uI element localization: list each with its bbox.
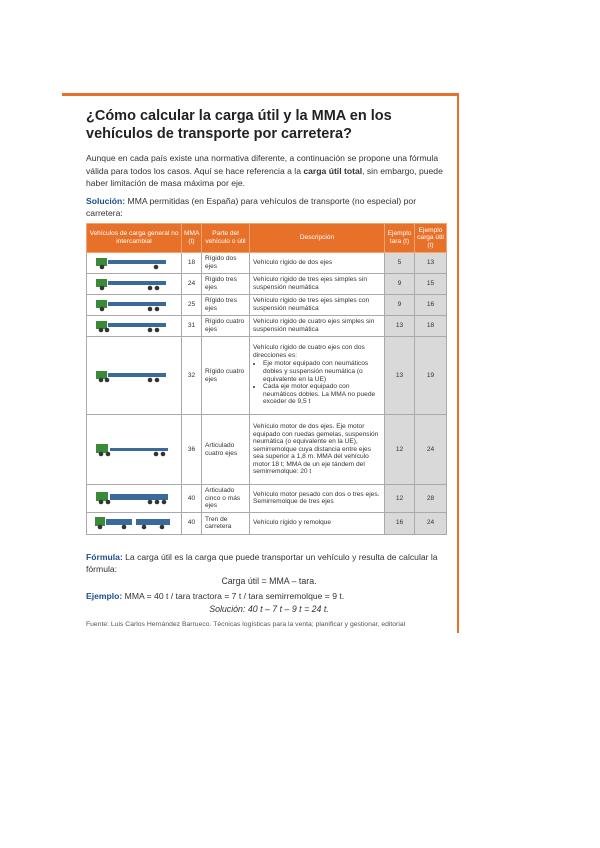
- example-paragraph: Ejemplo: MMA = 40 t / tara tractora = 7 t / tara semirremolque = 9 t.: [86, 591, 345, 601]
- cell-part: Rígido dos ejes: [202, 253, 250, 274]
- header-part: Parte del vehículo o útil: [202, 224, 250, 253]
- cell-mma: 25: [182, 295, 202, 316]
- table-row: [87, 316, 447, 337]
- header-mma: MMA (t): [182, 224, 202, 253]
- cell-useful-load: 28: [415, 485, 447, 513]
- page-title: ¿Cómo calcular la carga útil y la MMA en los vehículos de transporte por carretera?: [86, 108, 392, 142]
- formula-paragraph: Fórmula: La carga útil es la carga que puede transportar un vehículo y resulta de calcular la fórmula:: [86, 552, 438, 574]
- road-train-icon: [87, 512, 182, 534]
- rigid-3-axle-icon: [87, 274, 182, 295]
- cell-useful-load: 24: [415, 415, 447, 485]
- cell-mma: 24: [182, 274, 202, 295]
- formula-equation: Carga útil = MMA – tara.: [221, 576, 317, 586]
- table-header-row: [87, 224, 447, 253]
- table-row: [87, 253, 447, 274]
- cell-part: Articulado cinco o más ejes: [202, 485, 250, 513]
- cell-description: Vehículo rígido de dos ejes: [250, 253, 385, 274]
- cell-description: Vehículo rígido de tres ejes simples sin suspensión neumática: [250, 274, 385, 295]
- articulated-5-axle-icon: [87, 485, 182, 513]
- cell-mma: 36: [182, 415, 202, 485]
- articulated-4-axle-icon: [87, 415, 182, 485]
- source-note: Fuente: Luis Carlos Hernández Barrueco. Técnicas logísticas para la venta; planificar y gestionar, editorial: [86, 621, 406, 628]
- cell-description: Vehículo rígido de tres ejes simples con suspensión neumática: [250, 295, 385, 316]
- cell-tara: 12: [385, 415, 415, 485]
- example-solution: Solución: 40 t – 7 t – 9 t = 24 t.: [209, 604, 329, 614]
- cell-part: Rígido tres ejes: [202, 274, 250, 295]
- cell-part: Articulado cuatro ejes: [202, 415, 250, 485]
- cell-mma: 18: [182, 253, 202, 274]
- cell-tara: 9: [385, 274, 415, 295]
- cell-part: Rígido tres ejes: [202, 295, 250, 316]
- cell-description: Vehículo motor de dos ejes. Eje motor equipado con ruedas gemelas, suspensión neumática (o equivalente en la UE), semirremolque cuya distancia entre ejes sea superior a 1,8 m. MMA del vehículo motor 18 t; MMA de un eje tándem del semirremolque: 20 t: [250, 415, 385, 485]
- cell-useful-load: 24: [415, 512, 447, 534]
- table-row: [87, 485, 447, 513]
- cell-description: Vehículo rígido de cuatro ejes simples sin suspensión neumática: [250, 316, 385, 337]
- cell-useful-load: 13: [415, 253, 447, 274]
- table-row: [87, 415, 447, 485]
- cell-description: Vehículo motor pesado con dos o tres ejes. Semirremolque de tres ejes: [250, 485, 385, 513]
- header-vehicle: Vehículos de carga general no intercambial: [87, 224, 182, 253]
- mma-table: [86, 223, 447, 535]
- table-row: [87, 274, 447, 295]
- cell-part: Rígido cuatro ejes: [202, 316, 250, 337]
- header-description: Descripción: [250, 224, 385, 253]
- header-tara: Ejemplo tara (t): [385, 224, 415, 253]
- table-row: [87, 512, 447, 534]
- cell-description: Vehículo rígido de cuatro ejes con dos direcciones es: • Eje motor equipado con neumáticos dobles y suspensión neumática (o equivalente en la UE) • Cada eje motor equipado con neumáticos dobles. La MMA no puede exceder de 9,5 t: [250, 337, 385, 415]
- header-useful-load: Ejemplo carga útil (t): [415, 224, 447, 253]
- cell-useful-load: 19: [415, 337, 447, 415]
- cell-description: Vehículo rígido y remolque: [250, 512, 385, 534]
- cell-part: Tren de carretera: [202, 512, 250, 534]
- cell-tara: 12: [385, 485, 415, 513]
- rigid-4-axle-icon: [87, 316, 182, 337]
- cell-tara: 13: [385, 337, 415, 415]
- cell-tara: 16: [385, 512, 415, 534]
- solution-paragraph: Solución: MMA permitidas (en España) para vehículos de transporte (no especial) por carretera:: [86, 196, 417, 218]
- cell-useful-load: 16: [415, 295, 447, 316]
- cell-useful-load: 18: [415, 316, 447, 337]
- cell-part: Rígido cuatro ejes: [202, 337, 250, 415]
- cell-tara: 5: [385, 253, 415, 274]
- cell-tara: 9: [385, 295, 415, 316]
- cell-mma: 40: [182, 485, 202, 513]
- intro-paragraph: Aunque en cada país existe una normativa diferente, a continuación se propone una fórmula válida para todos los casos. Aquí se hace referencia a la carga útil total, sin embargo, puede haber limitación de masa máxima por eje.: [86, 153, 443, 188]
- cell-mma: 40: [182, 512, 202, 534]
- rigid-4-axle-double-icon: [87, 337, 182, 415]
- table-row: [87, 337, 447, 415]
- rigid-3-axle-air-icon: [87, 295, 182, 316]
- cell-useful-load: 15: [415, 274, 447, 295]
- cell-tara: 13: [385, 316, 415, 337]
- cell-mma: 31: [182, 316, 202, 337]
- table-row: [87, 295, 447, 316]
- cell-mma: 32: [182, 337, 202, 415]
- description-bullets: • Eje motor equipado con neumáticos dobles y suspensión neumática (o equivalente en la UE) • Cada eje motor equipado con neumáticos dobles. La MMA no puede exceder de 9,5 t: [253, 360, 381, 406]
- rigid-2-axle-icon: [87, 253, 182, 274]
